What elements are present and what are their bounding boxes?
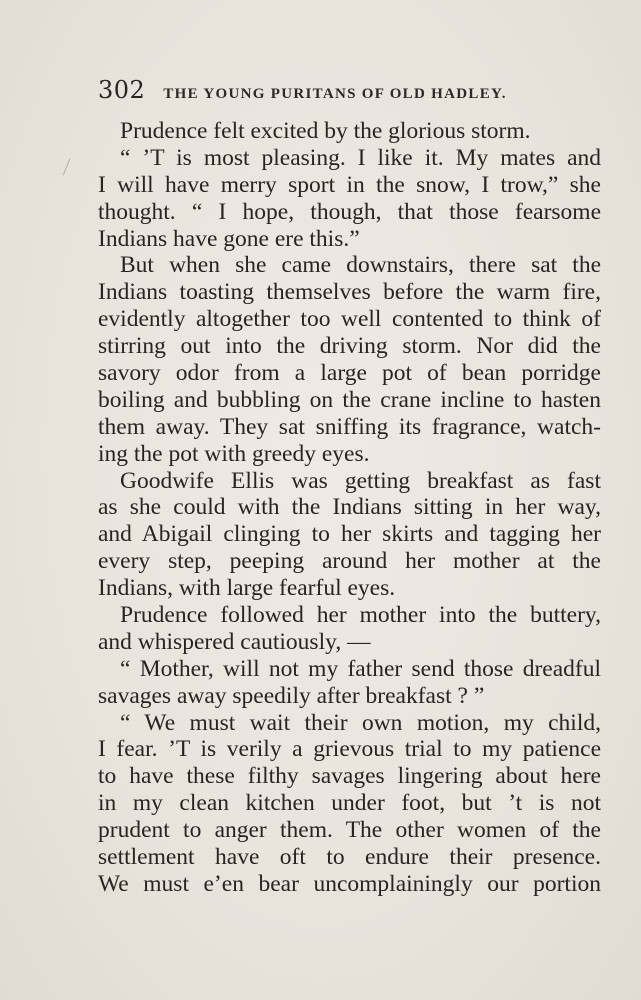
text-line: “ We must wait their own motion, my child, [120, 709, 601, 736]
text-line: prudent to anger them. The other women of the [98, 817, 601, 844]
text-line: Goodwife Ellis was getting breakfast as fast [120, 467, 601, 494]
text-line: But when she came downstairs, there sat the [120, 252, 601, 279]
text-line: We must e’en bear uncomplainingly our portion [98, 870, 601, 897]
running-head: THE YOUNG PURITANS OF OLD HADLEY. [163, 86, 507, 102]
text-line: and whispered cautiously, — [98, 628, 371, 655]
text-line: Indians toasting themselves before the warm fire, [98, 279, 601, 306]
pencil-mark [63, 158, 71, 175]
text-line: and Abigail clinging to her skirts and tagging her [98, 521, 601, 548]
text-line: settlement have oft to endure their presence. [98, 844, 601, 871]
text-line: “ ’T is most pleasing. I like it. My mates and [120, 144, 601, 171]
text-line: to have these filthy savages lingering about here [98, 763, 601, 790]
text-line: Indians have gone ere this.” [98, 225, 360, 252]
text-line: Prudence felt excited by the glorious storm. [120, 118, 531, 144]
body-text [98, 118, 601, 898]
text-line: “ Mother, will not my father send those dreadful [120, 655, 601, 682]
text-line: in my clean kitchen under foot, but ’t is not [98, 790, 601, 817]
text-line: them away. They sat sniffing its fragrance, watch- [98, 413, 601, 440]
text-line: as she could with the Indians sitting in her way, [98, 494, 601, 521]
text-line: boiling and bubbling on the crane incline to hasten [98, 386, 601, 413]
text-line: Indians, with large fearful eyes. [98, 575, 396, 602]
text-line: ing the pot with greedy eyes. [98, 440, 370, 467]
page-header [98, 76, 538, 106]
page-number: 302 [98, 76, 146, 104]
text-line: I fear. ’T is verily a grievous trial to my patience [98, 736, 601, 763]
text-line: every step, peeping around her mother at the [98, 548, 601, 575]
text-line: I will have merry sport in the snow, I trow,” she [98, 171, 601, 198]
text-line: thought. “ I hope, though, that those fearsome [98, 198, 601, 225]
text-line: Prudence followed her mother into the buttery, [120, 602, 601, 629]
text-line: evidently altogether too well contented to think of [98, 306, 601, 333]
text-line: savages away speedily after breakfast ? ” [98, 682, 485, 709]
text-line: savory odor from a large pot of bean porridge [98, 360, 601, 387]
text-line: stirring out into the driving storm. Nor did the [98, 333, 601, 360]
